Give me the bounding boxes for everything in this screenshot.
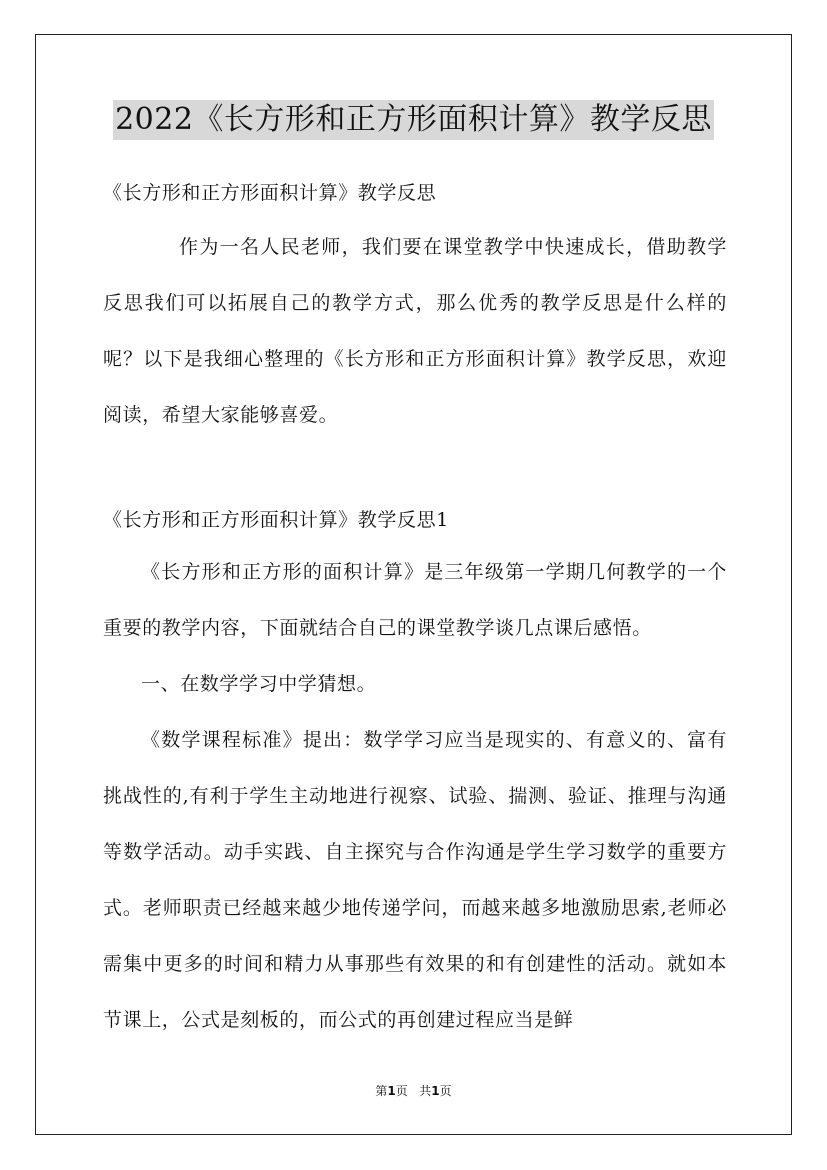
- body-paragraph-2: 一、在数学学习中学猜想。: [141, 673, 377, 695]
- intro-paragraph: 作为一名人民老师，我们要在课堂教学中快速成长，借助教学反思我们可以拓展自己的教学方式，那么优秀的教学反思是什么样的呢？以下是我细心整理的《长方形和正方形面积计算》教学反思，欢迎阅读，希望大家能够喜爱。: [103, 236, 727, 426]
- section-heading: 《长方形和正方形面积计算》教学反思1: [103, 509, 449, 531]
- footer-page-suffix: 页: [395, 1084, 408, 1098]
- document-subheading: 《长方形和正方形面积计算》教学反思: [103, 182, 437, 204]
- body-paragraph-1: 《长方形和正方形的面积计算》是三年级第一学期几何教学的一个重要的教学内容，下面就结合自己的课堂教学谈几点课后感悟。: [103, 561, 727, 639]
- body-paragraph-3: 《数学课程标准》提出：数学学习应当是现实的、有意义的、富有挑战性的,有利于学生主动地进行视察、试验、揣测、验证、推理与沟通等数学活动。动手实践、自主探究与合作沟通是学生学习数学的重要方式。老师职责已经越来越少地传递学问，而越来越多地激励思索,老师必需集中更多的时间和精力从事那些有效果的和有创建性的活动。就如本节课上，公式是刻板的，而公式的再创建过程应当是鲜: [103, 729, 727, 1031]
- footer-page-current: 1: [387, 1084, 396, 1098]
- footer-page-prefix: 第: [375, 1084, 388, 1098]
- footer-total-suffix: 页: [439, 1084, 452, 1098]
- title-container: [0, 100, 827, 140]
- page-footer: [0, 1082, 827, 1099]
- footer-page-total: 1: [431, 1084, 440, 1098]
- footer-total-prefix: 共: [419, 1084, 432, 1098]
- document-title: 2022《长方形和正方形面积计算》教学反思: [113, 100, 714, 140]
